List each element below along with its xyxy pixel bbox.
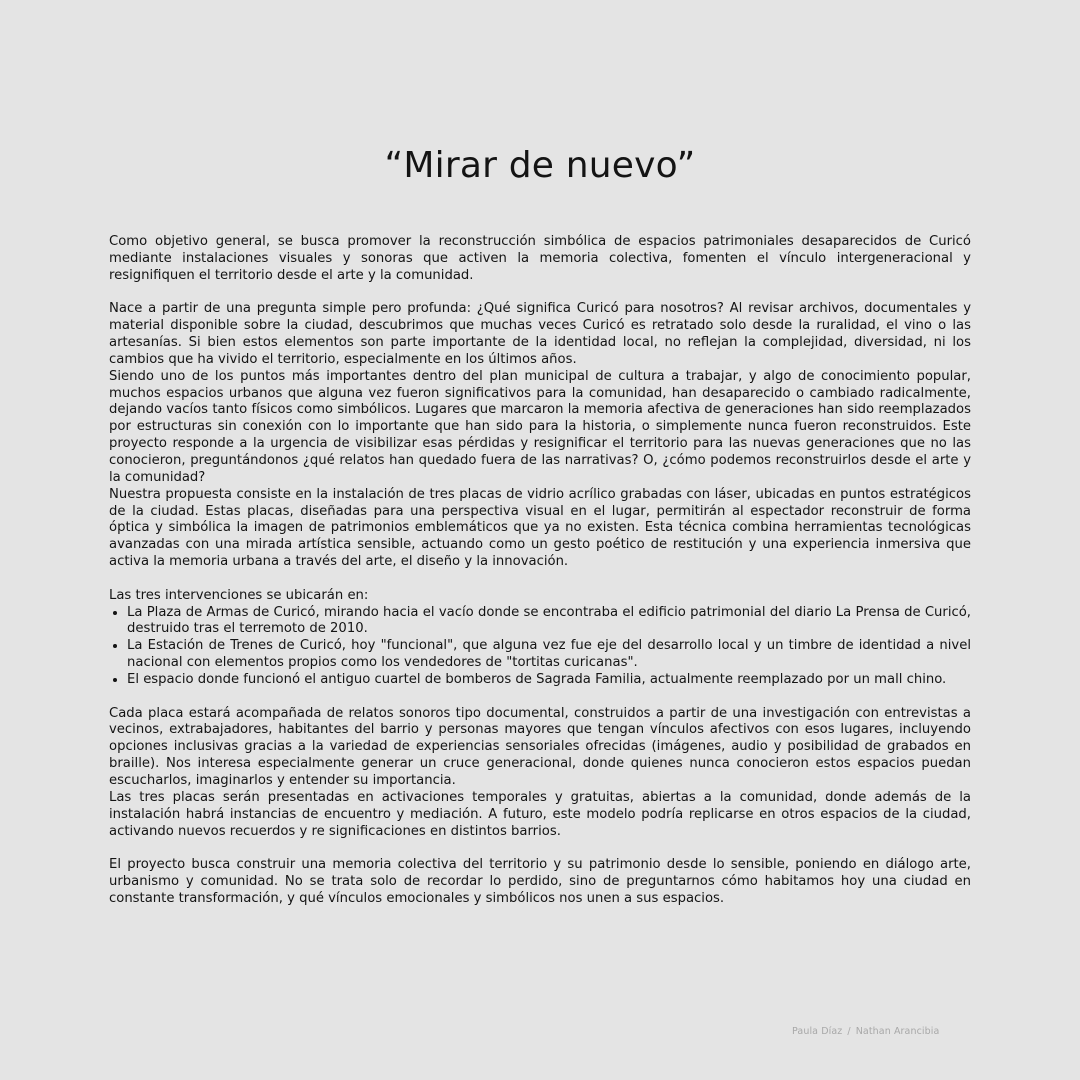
paragraph-context: Siendo uno de los puntos más importantes dentro del plan municipal de cultura a trabajar, y algo de conocimiento popular, muchos espacios urbanos que alguna vez fueron significativos para la comunidad, han desaparecido o cambiado radicalmente, dejando vacíos tanto físicos como simbólicos. Lugares que marcaron la memoria afectiva de generaciones han sido reemplazados por estructuras sin conexión con lo importante que han sido para la historia, o simplemente nunca fueron reconstruidos. Este proyecto responde a la urgencia de visibilizar esas pérdidas y resignificar el territorio para las nuevas generaciones que no las conocieron, preguntándonos ¿qué relatos han quedado fuera de las narrativas? O, ¿cómo podemos reconstruirlos desde el arte y la comunidad?: [109, 368, 971, 485]
list-intro: Las tres intervenciones se ubicarán en:: [109, 587, 369, 603]
paragraph-activations: Las tres placas serán presentadas en activaciones temporales y gratuitas, abiertas a la comunidad, donde además de la instalación habrá instancias de encuentro y mediación. A futuro, este modelo podría replicarse en otros espacios de la ciudad, activando nuevos recuerdos y re significaciones en distintos barrios.: [109, 789, 971, 839]
locations-list: [109, 605, 971, 689]
page-title: “Mirar de nuevo”: [384, 145, 696, 186]
credit-author-1: Paula Díaz: [792, 1026, 843, 1037]
paragraph-gap: [109, 840, 971, 857]
paragraph-closing: El proyecto busca construir una memoria colectiva del territorio y su patrimonio desde lo sensible, poniendo en diálogo arte, urbanismo y comunidad. No se trata solo de recordar lo perdido, sino de preguntarnos cómo habitamos hoy una ciudad en constante transformación, y qué vínculos emocionales y simbólicos nos unen a sus espacios.: [109, 857, 971, 906]
list-item: • La Estación de Trenes de Curicó, hoy "funcional", que alguna vez fue eje del desarrollo local y un timbre de identidad a nivel nacional con elementos propios como los vendedores de "tortitas curicanas".: [127, 638, 971, 672]
credits: [792, 1026, 939, 1037]
paragraph-proposal: Nuestra propuesta consiste en la instalación de tres placas de vidrio acrílico grabadas con láser, ubicadas en puntos estratégicos de la ciudad. Estas placas, diseñadas para una perspectiva visual en el lugar, permitirán al espectador reconstruir de forma óptica y simbólica la imagen de patrimonios emblemáticos que ya no existen. Esta técnica combina herramientas tecnológicas avanzadas con una mirada artística sensible, actuando como un gesto poético de restitución y una experiencia inmersiva que activa la memoria urbana a través del arte, el diseño y la innovación.: [109, 486, 971, 570]
list-item: • El espacio donde funcionó el antiguo cuartel de bomberos de Sagrada Familia, actualmente reemplazado por un mall chino.: [127, 672, 971, 689]
paragraph-objective: Como objetivo general, se busca promover la reconstrucción simbólica de espacios patrimoniales desaparecidos de Curicó mediante instalaciones visuales y sonoras que activen la memoria colectiva, fomenten el vínculo intergeneracional y resignifiquen el territorio desde el arte y la comunidad.: [109, 234, 971, 283]
paragraph-sound-stories: Cada placa estará acompañada de relatos sonoros tipo documental, construidos a partir de una investigación con entrevistas a vecinos, extrabajadores, habitantes del barrio y personas mayores que tengan vínculos afectivos con esos lugares, incluyendo opciones inclusivas gracias a la variedad de experiencias sensoriales ofrecidas (imágenes, audio y posibilidad de grabados en braille). Nos interesa especialmente generar un cruce generacional, donde quienes nunca conocieron estos espacios puedan escucharlos, imaginarlos y entender su importancia.: [109, 705, 971, 788]
list-item: • La Plaza de Armas de Curicó, mirando hacia el vacío donde se encontraba el edificio patrimonial del diario La Prensa de Curicó, destruido tras el terremoto de 2010.: [127, 605, 971, 639]
paragraph-gap: [109, 285, 971, 302]
credit-separator: /: [847, 1026, 851, 1037]
paragraph-gap: [109, 571, 971, 588]
paragraph-origin: Nace a partir de una pregunta simple pero profunda: ¿Qué significa Curicó para nosotros? Al revisar archivos, documentales y material disponible sobre la ciudad, descubrimos que muchas veces Curicó es retratado solo desde la ruralidad, el vino o las artesanías. Si bien estos elementos son parte importante de la identidad local, no reflejan la complejidad, diversidad, ni los cambios que ha vivido el territorio, especialmente en los últimos años.: [109, 301, 971, 367]
body-text: [109, 234, 971, 908]
paragraph-gap: [109, 689, 971, 706]
credit-author-2: Nathan Arancibia: [855, 1026, 940, 1037]
